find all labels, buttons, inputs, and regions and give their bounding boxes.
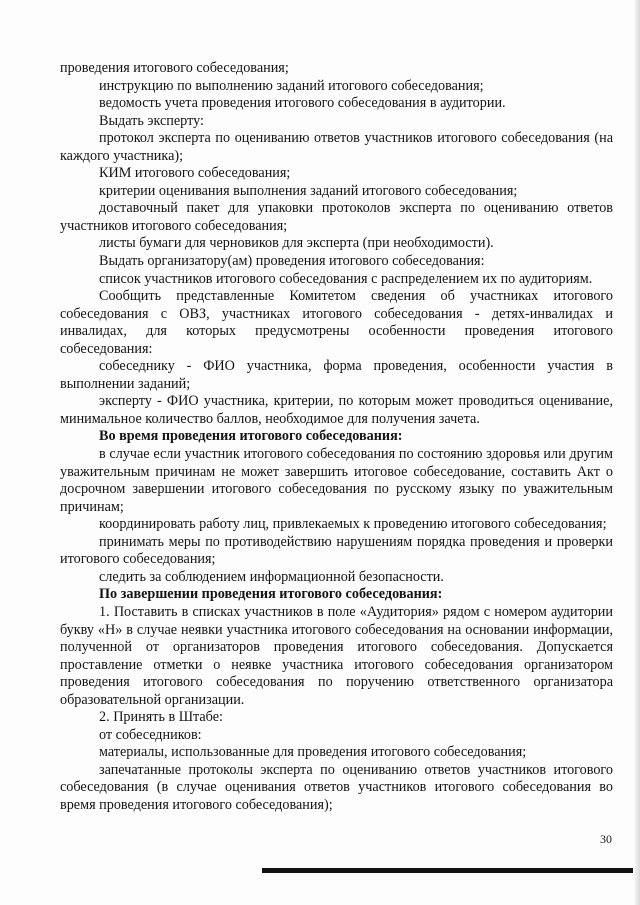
paragraph-8: доставочный пакет для упаковки протоколов эксперта по оцениванию ответов участников итогового собеседования;	[60, 200, 613, 234]
scan-edge-shadow	[262, 868, 640, 873]
paragraph-6: КИМ итогового собеседования;	[99, 165, 291, 182]
paragraph-17: координировать работу лиц, привлекаемых к проведению итогового собеседования;	[99, 516, 607, 533]
paragraph-25: запечатанные протоколы эксперта по оцениванию ответов участников итогового собеседования (в случае оценивания ответов участников итогового собеседования во время проведения итогового собеседования);	[60, 761, 613, 813]
scan-edge-right	[633, 0, 640, 905]
paragraph-1: проведения итогового собеседования;	[60, 60, 289, 76]
paragraph-12: Сообщить представленные Комитетом сведения об участниках итогового собеседования с ОВЗ, участниках итогового собеседования - детях-инвалидах и инвалидах, для которых предусмотрены особенности проведения итогового собеседования:	[60, 288, 613, 357]
page-number: 30	[600, 832, 612, 846]
paragraph-21: 1. Поставить в списках участников в поле «Аудитория» рядом с номером аудитории букву «Н» в случае неявки участника итогового собеседования на основании информации, полученной от организаторов проведения итогового собеседования. Допускается проставление отметки о неявке участника итогового собеседования организатором проведения итогового собеседования по поручению ответственного организатора образовательной организации.	[60, 603, 613, 708]
section-heading-during: Во время проведения итогового собеседования:	[99, 428, 403, 445]
paragraph-24: материалы, использованные для проведения итогового собеседования;	[99, 744, 527, 761]
paragraph-9: листы бумаги для черновиков для эксперта (при необходимости).	[99, 235, 494, 252]
paragraph-18: принимать меры по противодействию нарушениям порядка проведения и проверки итогового собеседования;	[60, 533, 613, 568]
paragraph-5: протокол эксперта по оцениванию ответов участников итогового собеседования (на каждого участника);	[60, 130, 613, 164]
paragraph-14: эксперту - ФИО участника, критерии, по которым может проводиться оценивание, минимальное количество баллов, необходимое для получения зачета.	[60, 393, 613, 427]
paragraph-7: критерии оценивания выполнения заданий итогового собеседования;	[99, 182, 518, 199]
document-body	[60, 60, 613, 815]
paragraph-2: инструкцию по выполнению заданий итогового собеседования;	[99, 77, 484, 94]
paragraph-13: собеседнику - ФИО участника, форма проведения, особенности участия в выполнении заданий;	[60, 358, 613, 392]
paragraph-16: в случае если участник итогового собеседования по состоянию здоровья или другим уважительным причинам не может завершить итоговое собеседование, составить Акт о досрочном завершении итогового собеседования по русскому языку по уважительным причинам;	[60, 446, 613, 515]
paragraph-22: 2. Принять в Штабе:	[99, 709, 223, 726]
paragraph-23: от собеседников:	[99, 726, 202, 743]
paragraph-19: следить за соблюдением информационной безопасности.	[99, 568, 444, 585]
paragraph-3: ведомость учета проведения итогового собеседования в аудитории.	[99, 95, 506, 112]
section-heading-after: По завершении проведения итогового собеседования:	[99, 586, 443, 603]
paragraph-11: список участников итогового собеседования с распределением их по аудиториям.	[99, 270, 593, 287]
paragraph-4: Выдать эксперту:	[99, 112, 204, 129]
paragraph-10: Выдать организатору(ам) проведения итогового собеседования:	[99, 253, 485, 270]
